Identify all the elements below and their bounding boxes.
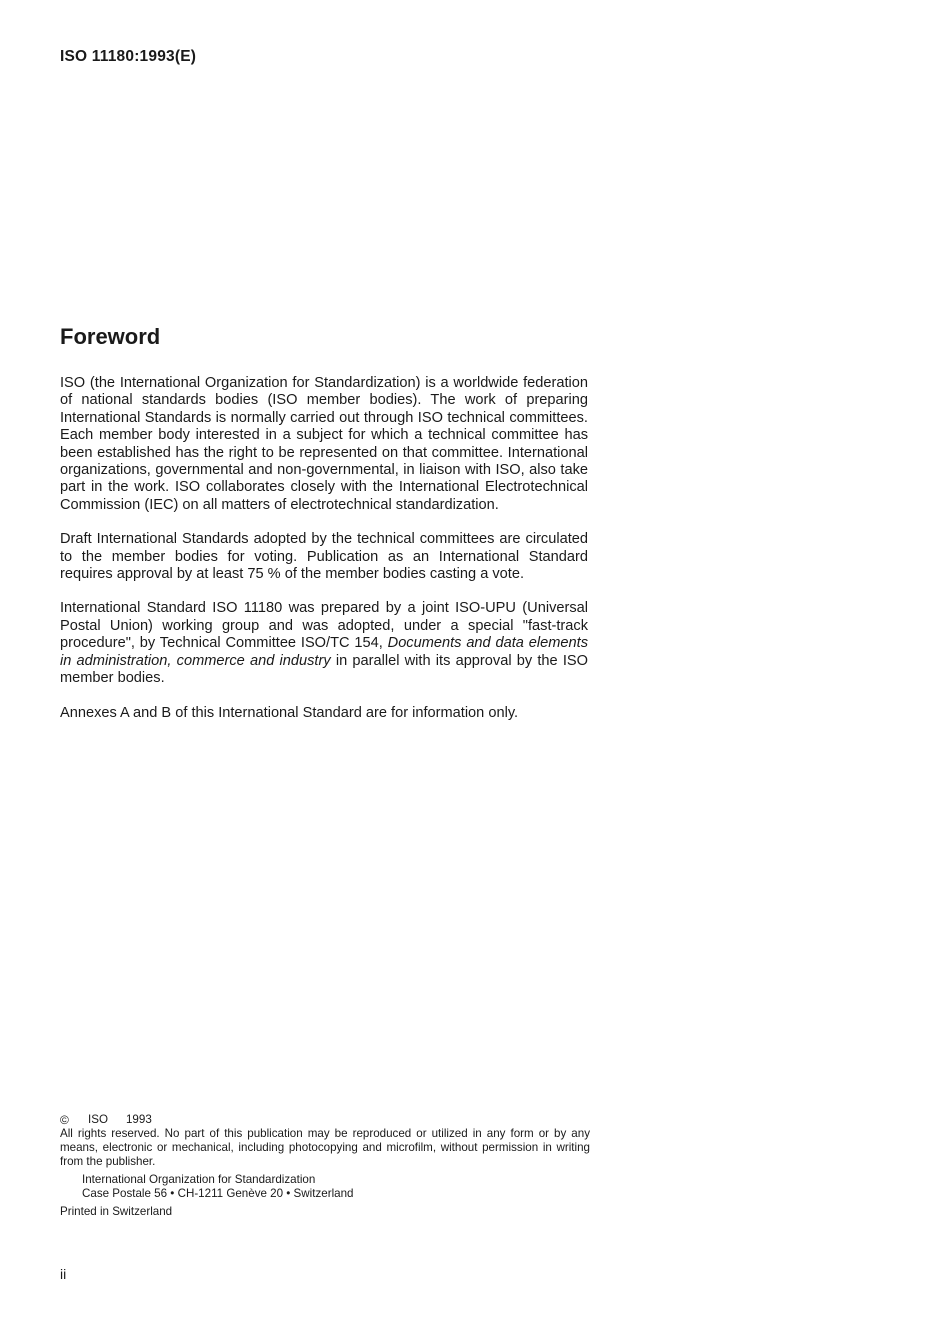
publisher-postal-address: Case Postale 56 • CH-1211 Genève 20 • Switzerland [82, 1187, 354, 1200]
publisher-address [82, 1173, 590, 1201]
rights-statement: All rights reserved. No part of this publication may be reproduced or utilized in any form or by any means, electronic or mechanical, including photocopying and microfilm, without permission in writing from the publisher. [60, 1127, 590, 1168]
paragraph-1-text: ISO (the International Organization for Standardization) is a worldwide federation of national standards bodies (ISO member bodies). The work of preparing International Standards is normally carried out through ISO technical committees. Each member body interested in a subject for which a technical committee has been established has the right to be represented on that committee. International organizations, governmental and non-governmental, in liaison with ISO, also take part in the work. ISO collaborates closely with the International Electrotechnical Commission (IEC) on all matters of electrotechnical standardization. [60, 375, 588, 513]
committee-title-italic: Documents and data elements in administration, commerce and industry [60, 635, 588, 669]
paragraph-3-text-before: International Standard ISO 11180 was prepared by a joint ISO-UPU (Universal Postal Union) working group and was adopted, under a special "fast-track procedure", by Technical Committee ISO/TC 154, [60, 600, 588, 652]
paragraph-3-text-after: in parallel with its approval by the ISO member bodies. [60, 652, 588, 687]
copyright-block [60, 1113, 590, 1219]
paragraph-4-text: Annexes A and B of this International Standard are for information only. [60, 704, 519, 721]
foreword-paragraph-2 [60, 531, 588, 583]
foreword-paragraph-4 [60, 705, 588, 722]
copyright-org: ISO [88, 1113, 108, 1126]
copyright-icon: © [60, 1113, 69, 1127]
document-identifier: ISO 11180:1993(E) [60, 48, 197, 65]
page-number: ii [60, 1266, 67, 1282]
copyright-line [60, 1113, 590, 1127]
section-title-foreword: Foreword [60, 324, 161, 349]
publisher-name: International Organization for Standardization [82, 1173, 316, 1186]
printed-in: Printed in Switzerland [60, 1205, 173, 1218]
foreword-paragraph-1 [60, 375, 588, 514]
foreword-paragraph-3 [60, 600, 588, 687]
paragraph-2-text: Draft International Standards adopted by the technical committees are circulated to the member bodies for voting. Publication as an International Standard requires approval by at least 75 % of the member bodies casting a vote. [60, 531, 588, 583]
copyright-year: 1993 [125, 1113, 152, 1126]
foreword-body [60, 375, 588, 739]
